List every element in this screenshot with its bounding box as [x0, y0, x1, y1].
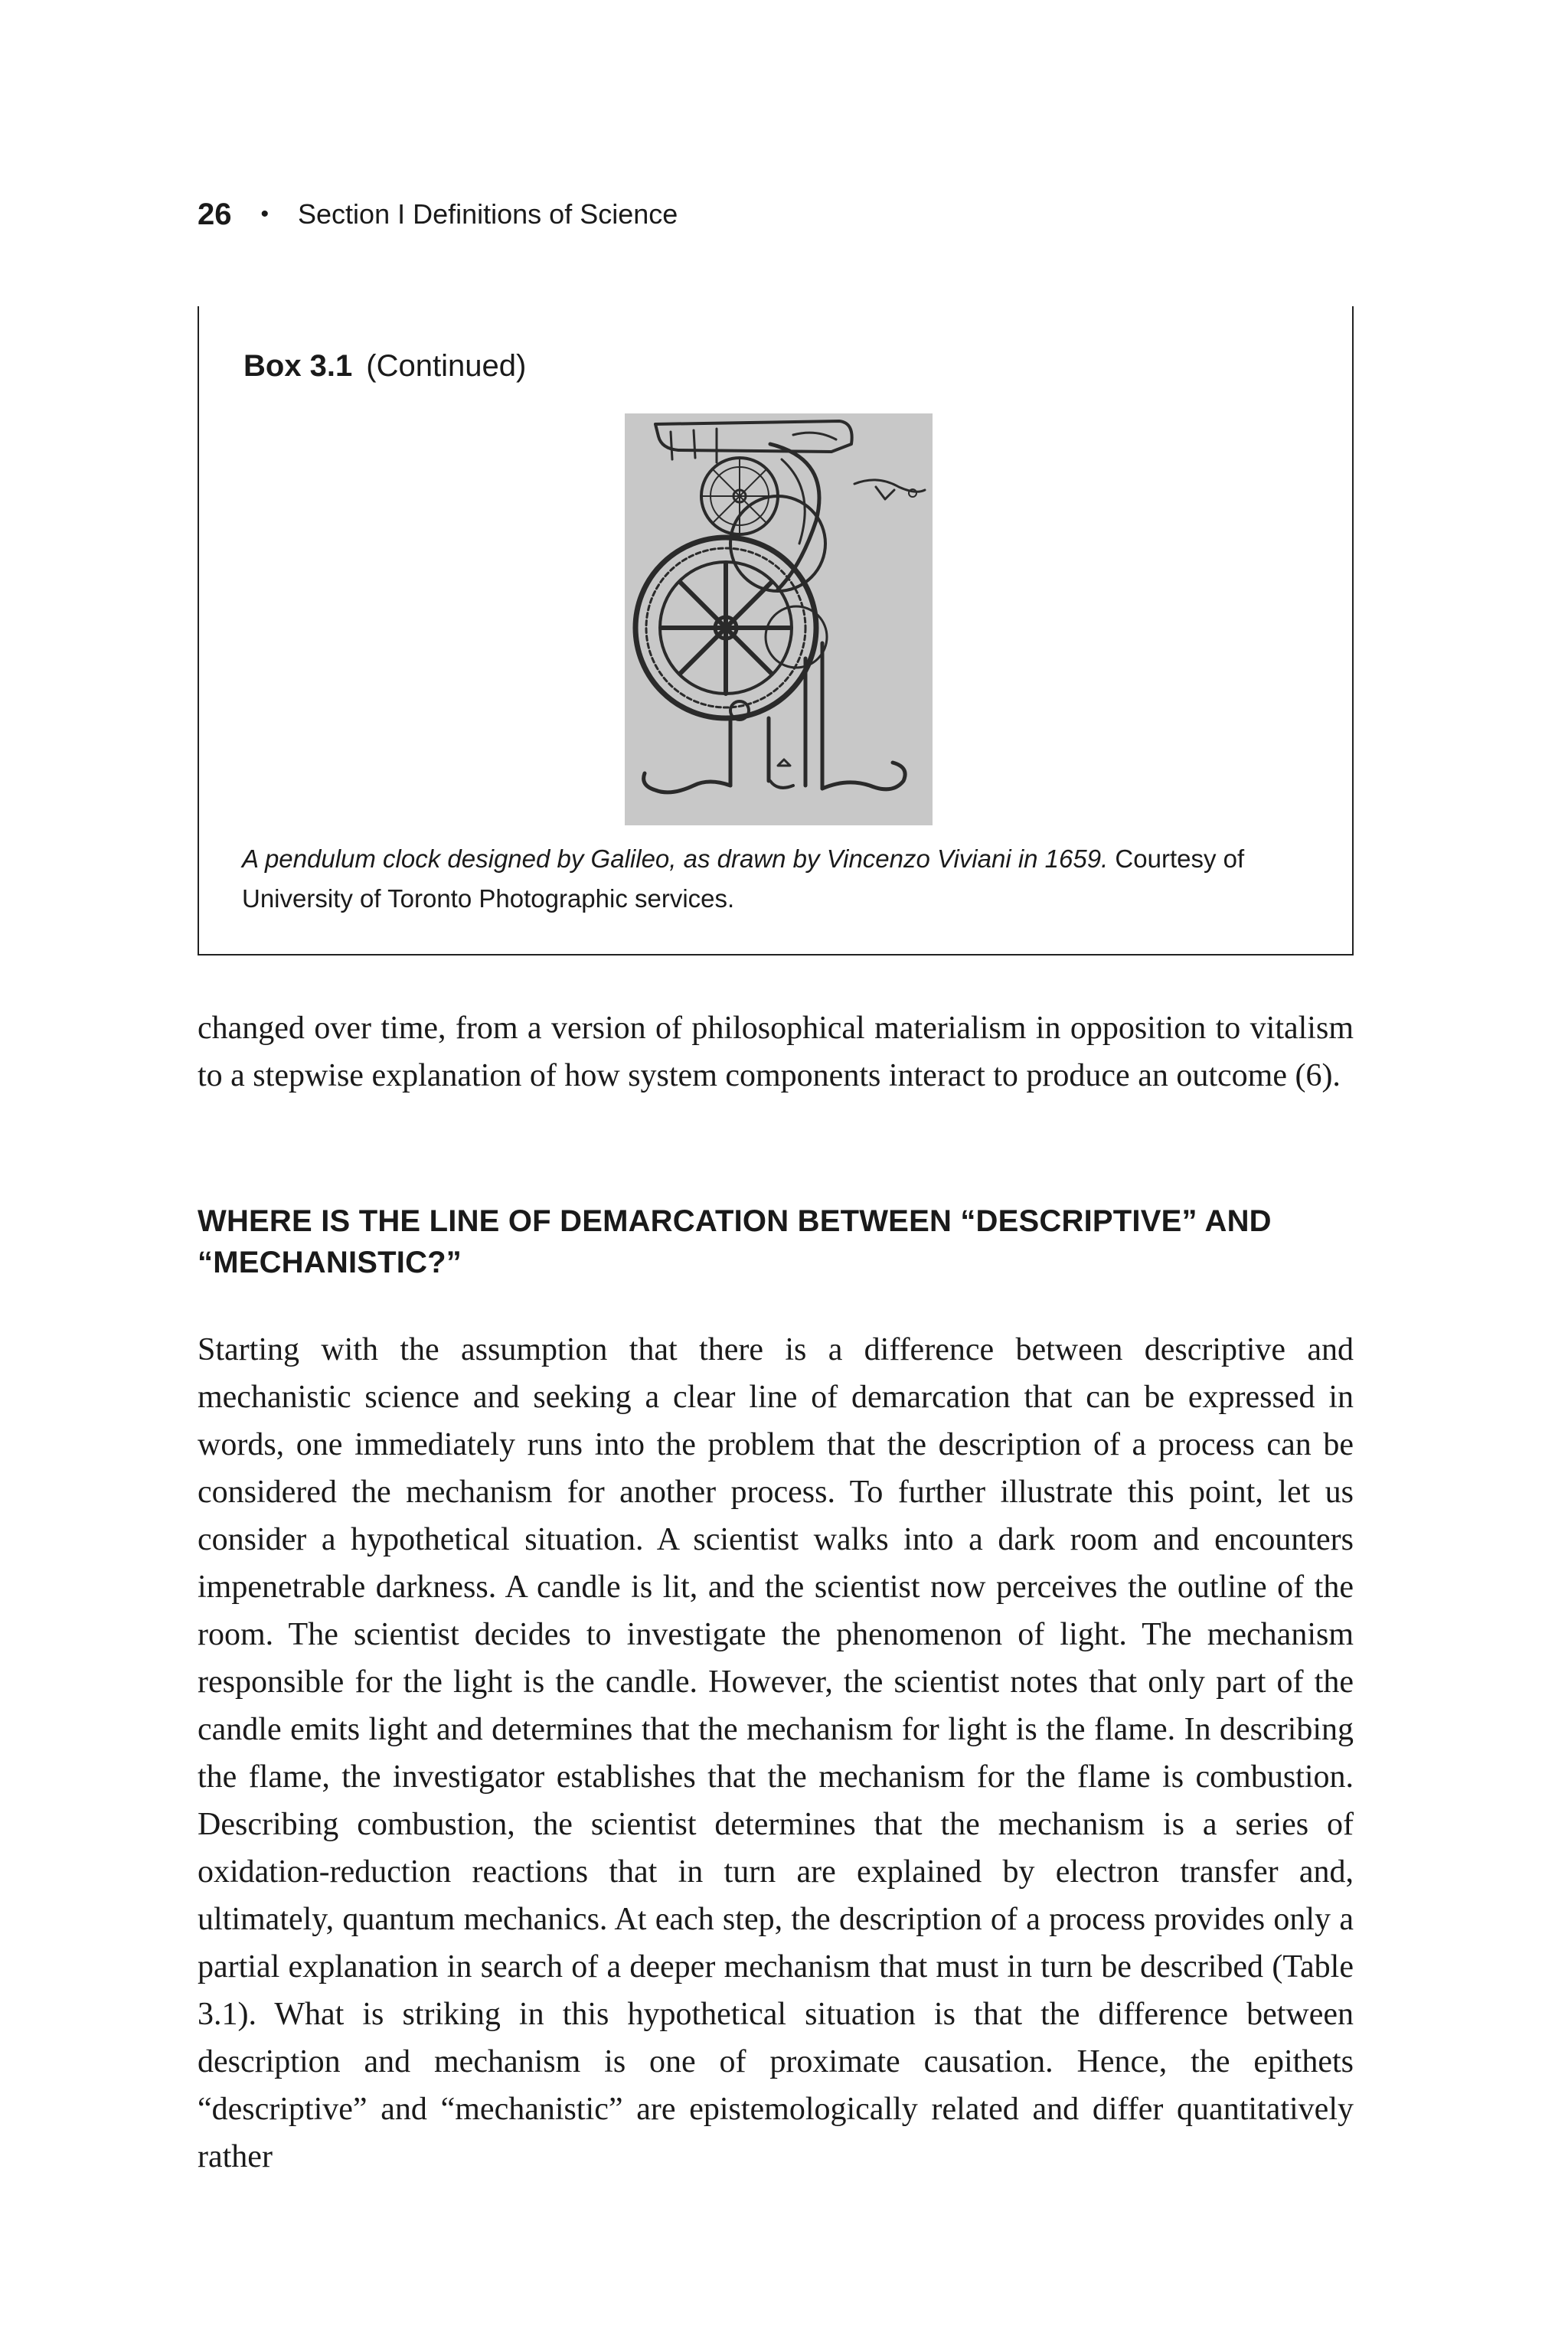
section-heading: WHERE IS THE LINE OF DEMARCATION BETWEEN “DESCRIPTIVE” AND “MECHANISTIC?” — [198, 1204, 1272, 1279]
running-head — [198, 193, 678, 236]
page-number: 26 — [198, 197, 232, 231]
box-3-1 — [198, 306, 1354, 956]
body-paragraph-1: changed over time, from a version of philosophical materialism in opposition to vitalism to a stepwise explanation of how system components interact to produce an outcome (6). — [198, 1011, 1354, 1093]
pendulum-clock-figure — [625, 413, 933, 825]
section-title: Section I Definitions of Science — [298, 198, 678, 230]
box-continued: (Continued) — [366, 349, 527, 383]
pendulum-clock-drawing — [625, 413, 933, 825]
body-paragraph-2: Starting with the assumption that there is a difference between descriptive and mechanistic science and seeking a clear line of demarcation that can be expressed in words, one immediately runs into the problem that the description of a process can be considered the mechanism for another process. To further illustrate this point, let us consider a hypothetical situation. A scientist walks into a dark room and encounters impenetrable darkness. A candle is lit, and the scientist now perceives the outline of the room. The scientist decides to investigate the phenomenon of light. The mechanism responsible for the light is the candle. However, the scientist notes that only part of the candle emits light and determines that the mechanism for light is the flame. In describing the flame, the investigator establishes that the mechanism for the flame is combustion. Describing combustion, the scientist determines that the mechanism is a series of oxidation-reduction reactions that in turn are explained by electron transfer and, ultimately, quantum mechanics. At each step, the description of a process provides only a partial explanation in search of a deeper mechanism that must in turn be described (Table 3.1). What is striking in this hypothetical situation is that the difference between description and mechanism is one of proximate causation. Hence, the epithets “descriptive” and “mechanistic” are epistemologically related and differ quantitatively rather — [198, 1332, 1354, 2174]
box-label: Box 3.1 — [243, 349, 353, 383]
header-separator: • — [260, 201, 270, 227]
caption-description: A pendulum clock designed by Galileo, as drawn by Vincenzo Viviani in 1659. — [242, 844, 1109, 873]
figure-caption — [242, 839, 1314, 919]
box-title — [243, 349, 526, 384]
caption-credit: Courtesy of University of Toronto Photographic services. — [242, 844, 1245, 913]
